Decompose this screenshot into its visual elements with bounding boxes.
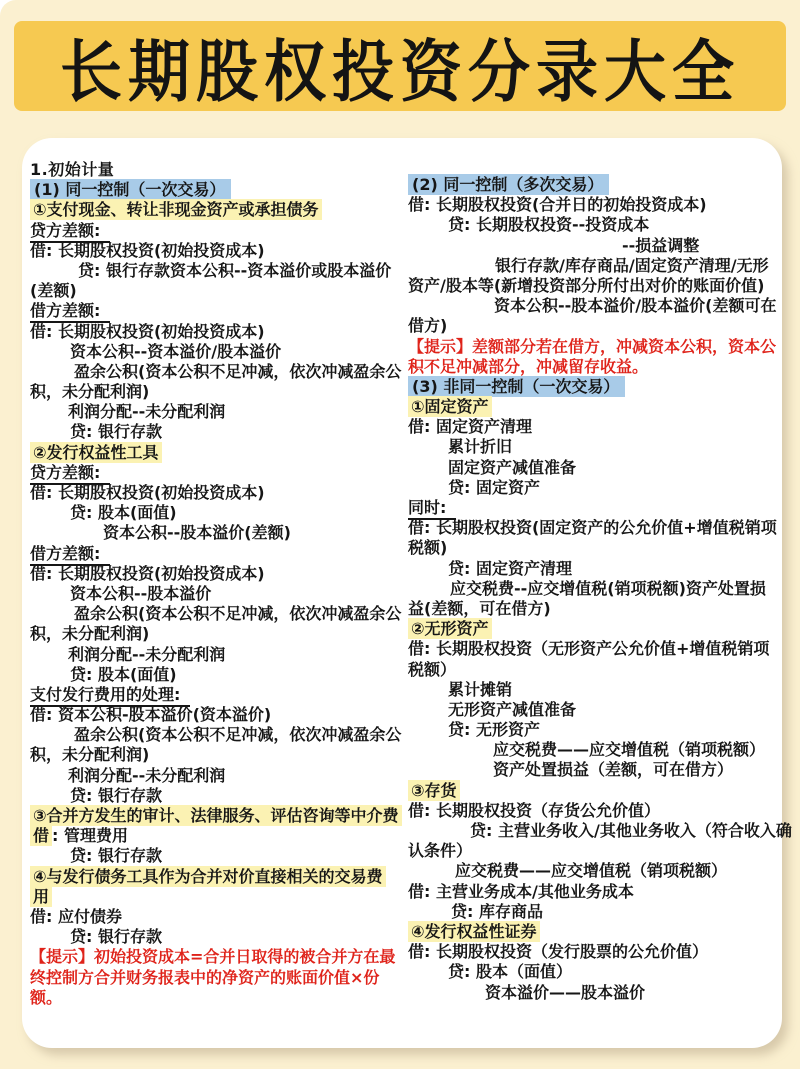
text-segment: 盈余公积(资本公积不足冲减，依次冲减盈余公 [74, 604, 402, 624]
text-segment: 贷: 股本(面值) [70, 503, 177, 523]
entry-line [30, 604, 406, 624]
text-segment: 贷: 长期股权投资--投资成本 [448, 215, 650, 235]
text-segment: 借: 长期股权投资(初始投资成本) [30, 563, 265, 583]
text-segment: 税额） [408, 659, 457, 679]
entry-line [408, 458, 778, 478]
entry-line [408, 175, 778, 195]
text-segment: 积，未分配利润) [30, 624, 150, 644]
entry-line [408, 861, 778, 881]
entry-line [30, 665, 406, 685]
text-segment-blue: (2) 同一控制（多次交易） [408, 174, 609, 195]
entry-line [30, 180, 406, 200]
text-segment: 借: 长期股权投资(初始投资成本) [30, 321, 265, 341]
entry-line [408, 437, 778, 457]
text-segment: 借: 长期股权投资(固定资产的公允价值+增值税销项 [408, 518, 777, 538]
entry-line [408, 276, 778, 296]
entry-line [30, 907, 406, 927]
entry-line [408, 559, 778, 579]
text-segment: 借: 应付债券 [30, 906, 122, 926]
entry-line [408, 357, 778, 377]
left-column [30, 160, 406, 1008]
text-segment: 资本公积--资本溢价/股本溢价 [70, 341, 282, 361]
content-card [22, 138, 792, 1048]
text-segment: 积，未分配利润) [30, 745, 150, 765]
entry-line [408, 417, 778, 437]
text-segment: 借: 固定资产清理 [408, 417, 532, 437]
entry-line [30, 624, 406, 644]
entry-line [30, 584, 406, 604]
entry-line [30, 887, 406, 907]
entry-line [30, 523, 406, 543]
entry-line [30, 826, 406, 846]
entry-line [30, 221, 406, 241]
entry-line [30, 241, 406, 261]
text-segment: 资产处置损益（差额，可在借方） [493, 760, 734, 780]
text-segment-u: 贷方差额: [30, 221, 110, 243]
text-segment-yellow: ④发行权益性证券 [408, 921, 540, 942]
entry-line [408, 760, 778, 780]
text-segment: 盈余公积(资本公积不足冲减，依次冲减盈余公 [74, 725, 402, 745]
text-segment: 贷: 银行存款 [70, 927, 162, 947]
text-segment: 贷: 银行存款 [70, 846, 162, 866]
entry-line [30, 705, 406, 725]
text-segment: 贷: 无形资产 [448, 720, 540, 740]
text-segment: 借: 主营业务成本/其他业务成本 [408, 881, 634, 901]
text-segment: (差额) [30, 281, 77, 301]
text-segment-yellow: ①支付现金、转让非现金资产或承担债务 [30, 199, 322, 220]
entry-line [30, 483, 406, 503]
text-segment-u: 同时: [408, 498, 456, 520]
entry-line [408, 599, 778, 619]
entry-line [408, 841, 778, 861]
text-segment: 借: 长期股权投资（发行股票的公允价值） [408, 942, 708, 962]
entry-line [408, 781, 778, 801]
entry-line [30, 322, 406, 342]
entry-line [408, 680, 778, 700]
entry-line [408, 579, 778, 599]
text-segment: 贷: 股本（面值） [448, 962, 572, 982]
entry-line [408, 942, 778, 962]
text-segment-blue: (3) 非同一控制（一次交易） [408, 376, 625, 397]
entry-line [30, 362, 406, 382]
entry-line [408, 660, 778, 680]
text-segment-header: 1.初始计量 [30, 160, 115, 179]
text-segment: 贷: 主营业务收入/其他业务收入（符合收入确 [470, 821, 792, 840]
text-segment-red: 【提示】初始投资成本=合并日取得的被合并方在最 [30, 947, 396, 967]
entry-line [408, 518, 778, 538]
entry-line [30, 382, 406, 402]
entry-line [30, 281, 406, 301]
entry-line [30, 200, 406, 220]
entry-line [30, 342, 406, 362]
entry-line [408, 922, 778, 942]
text-segment: 贷: 固定资产清理 [448, 558, 572, 578]
entry-line [30, 786, 406, 806]
text-segment: 积，未分配利润) [30, 382, 150, 402]
text-segment: 无形资产减值准备 [448, 699, 577, 719]
page-title: 长期股权投资分录大全 [59, 31, 740, 111]
entry-line [408, 538, 778, 558]
entry-line [30, 947, 406, 967]
text-segment: 贷: 库存商品 [451, 901, 543, 921]
text-segment: 利润分配--未分配利润 [68, 765, 226, 785]
entry-line [408, 902, 778, 922]
text-segment-yellow: ①固定资产 [408, 396, 492, 417]
text-segment-u: 贷方差额: [30, 463, 110, 485]
text-segment: 借: 资本公积-股本溢价(资本溢价) [30, 705, 272, 725]
text-segment: 银行存款/库存商品/固定资产清理/无形 [495, 255, 769, 275]
text-segment-yellow: ③存货 [408, 780, 460, 801]
text-segment: 税额) [408, 538, 448, 558]
text-segment-yellow: ③合并方发生的审计、法律服务、评估咨询等中介费 [30, 805, 402, 826]
text-segment: 固定资产减值准备 [448, 457, 577, 477]
entry-line [30, 745, 406, 765]
text-segment: 贷: 银行存款 [70, 422, 162, 442]
text-segment-red: 终控制方合并财务报表中的净资产的账面价值×份 [30, 967, 380, 987]
entry-line [408, 720, 778, 740]
entry-line [30, 402, 406, 422]
right-column [408, 175, 792, 1003]
entry-line [408, 296, 778, 316]
entry-line [30, 422, 406, 442]
entry-line [408, 337, 778, 357]
text-segment-yellow: ②无形资产 [408, 618, 492, 639]
entry-line [408, 498, 778, 518]
entry-line [408, 801, 778, 821]
text-segment: 贷: 银行存款资本公积--资本溢价或股本溢价 [78, 260, 392, 280]
entry-line [30, 806, 406, 826]
entry-line [408, 316, 778, 336]
text-segment-yellow: ②发行权益性工具 [30, 442, 162, 463]
text-segment: 贷: 银行存款 [70, 785, 162, 805]
text-segment: 借: 长期股权投资（无形资产公允价值+增值税销项 [408, 639, 770, 659]
text-segment-red: 额。 [30, 987, 63, 1007]
text-segment-yellow: 用 [30, 886, 52, 907]
text-segment: : 管理费用 [52, 826, 128, 846]
text-segment-red: 积不足冲减部分，冲减留存收益。 [408, 356, 649, 376]
text-segment: 贷: 固定资产 [448, 477, 540, 497]
entry-line [408, 983, 778, 1003]
text-segment: 借: 长期股权投资（存货公允价值） [408, 800, 660, 820]
entry-line [30, 968, 406, 988]
text-segment-red: 【提示】差额部分若在借方，冲减资本公积，资本公 [408, 336, 777, 356]
entry-line [30, 766, 406, 786]
entry-line [408, 377, 778, 397]
text-segment: 资本公积--股本溢价 [70, 583, 212, 603]
text-segment: 借: 长期股权投资(合并日的初始投资成本) [408, 195, 707, 215]
entry-line [408, 256, 778, 276]
text-segment-u: 借方差额: [30, 544, 110, 566]
text-segment: 资本溢价——股本溢价 [485, 982, 646, 1002]
text-segment: 利润分配--未分配利润 [68, 402, 226, 422]
entry-line [30, 645, 406, 665]
entry-line [30, 927, 406, 947]
entry-line [30, 988, 406, 1008]
text-segment: 认条件） [408, 841, 473, 861]
entry-line [408, 478, 778, 498]
entry-line [30, 261, 406, 281]
text-segment: 贷: 股本(面值) [70, 664, 177, 684]
entry-line [30, 463, 406, 483]
entry-line [30, 160, 406, 180]
text-segment: 借方) [408, 316, 448, 336]
entry-line [408, 821, 792, 841]
entry-line [30, 544, 406, 564]
text-segment: 资产/股本等(新增投资部分所付出对价的账面价值) [408, 275, 765, 295]
text-segment-yellow: 借 [30, 825, 52, 846]
text-segment: 盈余公积(资本公积不足冲减，依次冲减盈余公 [74, 361, 402, 381]
text-segment-blue: (1) 同一控制（一次交易） [30, 179, 231, 200]
text-segment: --损益调整 [622, 235, 700, 255]
entry-line [408, 195, 778, 215]
entry-line [408, 962, 778, 982]
text-segment: 应交税费--应交增值税(销项税额)资产处置损 [450, 578, 766, 598]
entry-line [408, 740, 778, 760]
title-banner [14, 21, 786, 111]
text-segment: 累计摊销 [448, 679, 513, 699]
text-segment: 累计折旧 [448, 437, 513, 457]
text-segment: 益(差额，可在借方) [408, 598, 551, 618]
entry-line [408, 215, 778, 235]
text-segment-yellow: ④与发行债务工具作为合并对价直接相关的交易费 [30, 866, 386, 887]
entry-line [408, 619, 778, 639]
text-segment: 借: 长期股权投资(初始投资成本) [30, 483, 265, 502]
text-segment: 资本公积--股本溢价(差额) [103, 523, 291, 543]
entry-line [30, 443, 406, 463]
entry-line [408, 882, 778, 902]
entry-line [30, 564, 406, 584]
text-segment-u: 支付发行费用的处理: [30, 685, 190, 707]
entry-line [408, 639, 778, 659]
text-segment: 应交税费——应交增值税（销项税额） [455, 861, 728, 881]
text-segment: 借: 长期股权投资(初始投资成本) [30, 240, 265, 260]
entry-line [30, 301, 406, 321]
entry-line [408, 397, 778, 417]
text-segment: 应交税费——应交增值税（销项税额） [493, 740, 766, 760]
entry-line [30, 503, 406, 523]
text-segment: 利润分配--未分配利润 [68, 644, 226, 664]
text-segment: 资本公积--股本溢价/股本溢价(差额可在 [494, 296, 777, 316]
entry-line [30, 867, 406, 887]
entry-line [408, 236, 778, 256]
text-segment-u: 借方差额: [30, 301, 110, 323]
entry-line [30, 685, 406, 705]
entry-line [30, 725, 406, 745]
entry-line [408, 700, 778, 720]
entry-line [30, 846, 406, 866]
